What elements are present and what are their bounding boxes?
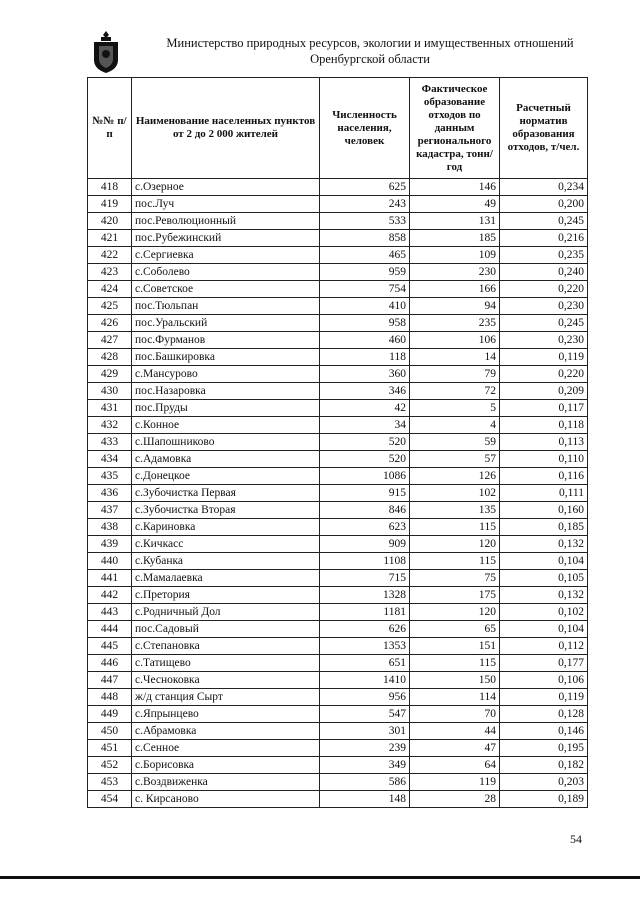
col-header-waste-norm: Расчетный норматив образования отходов, т/чел.: [500, 78, 588, 179]
row-number-cell: 426: [88, 315, 132, 332]
population-cell: 34: [320, 417, 410, 434]
settlement-name-cell: пос.Садовый: [132, 621, 320, 638]
table-row: [88, 196, 588, 213]
table-row: [88, 417, 588, 434]
row-number-cell: 430: [88, 383, 132, 400]
population-cell: 959: [320, 264, 410, 281]
population-cell: 1353: [320, 638, 410, 655]
row-number-cell: 419: [88, 196, 132, 213]
table-row: [88, 434, 588, 451]
table-body: [88, 179, 588, 808]
col-header-number: №№ п/п: [88, 78, 132, 179]
page-number: 54: [570, 832, 582, 846]
settlement-waste-table: [87, 77, 588, 808]
waste-norm-cell: 0,240: [500, 264, 588, 281]
waste-norm-cell: 0,111: [500, 485, 588, 502]
population-cell: 625: [320, 179, 410, 196]
waste-norm-cell: 0,230: [500, 332, 588, 349]
waste-norm-cell: 0,245: [500, 315, 588, 332]
actual-waste-cell: 94: [410, 298, 500, 315]
settlement-name-cell: пос.Пруды: [132, 400, 320, 417]
actual-waste-cell: 72: [410, 383, 500, 400]
table-row: [88, 230, 588, 247]
table-row: [88, 213, 588, 230]
actual-waste-cell: 115: [410, 519, 500, 536]
population-cell: 465: [320, 247, 410, 264]
population-cell: 520: [320, 451, 410, 468]
waste-norm-cell: 0,105: [500, 570, 588, 587]
settlement-name-cell: с.Шапошниково: [132, 434, 320, 451]
row-number-cell: 445: [88, 638, 132, 655]
table-row: [88, 553, 588, 570]
row-number-cell: 435: [88, 468, 132, 485]
actual-waste-cell: 114: [410, 689, 500, 706]
population-cell: 1108: [320, 553, 410, 570]
actual-waste-cell: 47: [410, 740, 500, 757]
waste-norm-cell: 0,185: [500, 519, 588, 536]
table-row: [88, 485, 588, 502]
settlement-name-cell: с.Зубочистка Вторая: [132, 502, 320, 519]
row-number-cell: 443: [88, 604, 132, 621]
row-number-cell: 444: [88, 621, 132, 638]
table-row: [88, 519, 588, 536]
waste-norm-cell: 0,189: [500, 791, 588, 808]
actual-waste-cell: 44: [410, 723, 500, 740]
table-row: [88, 332, 588, 349]
row-number-cell: 433: [88, 434, 132, 451]
waste-norm-cell: 0,220: [500, 281, 588, 298]
settlement-name-cell: с.Абрамовка: [132, 723, 320, 740]
actual-waste-cell: 14: [410, 349, 500, 366]
row-number-cell: 441: [88, 570, 132, 587]
settlement-name-cell: с.Татищево: [132, 655, 320, 672]
table-row: [88, 621, 588, 638]
actual-waste-cell: 131: [410, 213, 500, 230]
ministry-header-line2: Оренбургской области: [310, 52, 430, 66]
actual-waste-cell: 135: [410, 502, 500, 519]
waste-norm-cell: 0,112: [500, 638, 588, 655]
table-row: [88, 298, 588, 315]
settlement-name-cell: с.Сеннoe: [132, 740, 320, 757]
table-row: [88, 774, 588, 791]
table-row: [88, 570, 588, 587]
population-cell: 239: [320, 740, 410, 757]
actual-waste-cell: 235: [410, 315, 500, 332]
row-number-cell: 438: [88, 519, 132, 536]
actual-waste-cell: 70: [410, 706, 500, 723]
waste-norm-cell: 0,245: [500, 213, 588, 230]
waste-norm-cell: 0,177: [500, 655, 588, 672]
population-cell: 754: [320, 281, 410, 298]
row-number-cell: 427: [88, 332, 132, 349]
settlement-name-cell: с.Соболево: [132, 264, 320, 281]
table-row: [88, 247, 588, 264]
settlement-name-cell: с.Сергиевка: [132, 247, 320, 264]
population-cell: 915: [320, 485, 410, 502]
row-number-cell: 422: [88, 247, 132, 264]
table-row: [88, 587, 588, 604]
waste-norm-cell: 0,106: [500, 672, 588, 689]
settlement-name-cell: с.Воздвиженка: [132, 774, 320, 791]
actual-waste-cell: 64: [410, 757, 500, 774]
population-cell: 586: [320, 774, 410, 791]
bottom-rule: [0, 876, 640, 879]
ministry-header-line1: Министерство природных ресурсов, экологии и имущественных отношений: [166, 36, 574, 50]
table-row: [88, 451, 588, 468]
settlement-name-cell: пос.Революционный: [132, 213, 320, 230]
settlement-name-cell: пос.Рубежинский: [132, 230, 320, 247]
actual-waste-cell: 79: [410, 366, 500, 383]
table-header-row: [88, 78, 588, 179]
actual-waste-cell: 106: [410, 332, 500, 349]
actual-waste-cell: 57: [410, 451, 500, 468]
waste-norm-cell: 0,102: [500, 604, 588, 621]
settlement-name-cell: ж/д станция Сырт: [132, 689, 320, 706]
table-row: [88, 655, 588, 672]
table-row: [88, 740, 588, 757]
table-row: [88, 281, 588, 298]
actual-waste-cell: 120: [410, 536, 500, 553]
settlement-name-cell: с.Зубочистка Первая: [132, 485, 320, 502]
row-number-cell: 418: [88, 179, 132, 196]
waste-norm-cell: 0,209: [500, 383, 588, 400]
actual-waste-cell: 150: [410, 672, 500, 689]
population-cell: 410: [320, 298, 410, 315]
population-cell: 1181: [320, 604, 410, 621]
settlement-name-cell: с.Степановка: [132, 638, 320, 655]
population-cell: 846: [320, 502, 410, 519]
table-row: [88, 672, 588, 689]
waste-norm-cell: 0,119: [500, 349, 588, 366]
row-number-cell: 442: [88, 587, 132, 604]
waste-norm-cell: 0,182: [500, 757, 588, 774]
population-cell: 346: [320, 383, 410, 400]
actual-waste-cell: 115: [410, 655, 500, 672]
row-number-cell: 432: [88, 417, 132, 434]
population-cell: 148: [320, 791, 410, 808]
table-row: [88, 536, 588, 553]
population-cell: 1328: [320, 587, 410, 604]
population-cell: 243: [320, 196, 410, 213]
waste-norm-cell: 0,110: [500, 451, 588, 468]
table-row: [88, 791, 588, 808]
waste-norm-cell: 0,200: [500, 196, 588, 213]
settlement-name-cell: пос.Уральский: [132, 315, 320, 332]
table-row: [88, 723, 588, 740]
settlement-name-cell: с.Озерное: [132, 179, 320, 196]
row-number-cell: 452: [88, 757, 132, 774]
table-row: [88, 264, 588, 281]
row-number-cell: 447: [88, 672, 132, 689]
row-number-cell: 437: [88, 502, 132, 519]
waste-norm-cell: 0,118: [500, 417, 588, 434]
waste-norm-cell: 0,119: [500, 689, 588, 706]
actual-waste-cell: 109: [410, 247, 500, 264]
row-number-cell: 439: [88, 536, 132, 553]
actual-waste-cell: 151: [410, 638, 500, 655]
population-cell: 651: [320, 655, 410, 672]
actual-waste-cell: 185: [410, 230, 500, 247]
waste-norm-cell: 0,116: [500, 468, 588, 485]
col-header-population: Численность населения, человек: [320, 78, 410, 179]
col-header-actual-waste: Фактическое образование отходов по данным регионального кадастра, тонн/год: [410, 78, 500, 179]
actual-waste-cell: 59: [410, 434, 500, 451]
population-cell: 42: [320, 400, 410, 417]
waste-norm-cell: 0,132: [500, 587, 588, 604]
row-number-cell: 454: [88, 791, 132, 808]
waste-norm-cell: 0,230: [500, 298, 588, 315]
waste-norm-cell: 0,203: [500, 774, 588, 791]
row-number-cell: 434: [88, 451, 132, 468]
waste-norm-cell: 0,128: [500, 706, 588, 723]
table-row: [88, 638, 588, 655]
row-number-cell: 448: [88, 689, 132, 706]
waste-norm-cell: 0,220: [500, 366, 588, 383]
row-number-cell: 425: [88, 298, 132, 315]
row-number-cell: 453: [88, 774, 132, 791]
settlement-name-cell: пос.Назаровка: [132, 383, 320, 400]
settlement-name-cell: с.Адамовка: [132, 451, 320, 468]
waste-norm-cell: 0,195: [500, 740, 588, 757]
table-row: [88, 689, 588, 706]
waste-norm-cell: 0,234: [500, 179, 588, 196]
settlement-name-cell: с.Кубанка: [132, 553, 320, 570]
settlement-name-cell: с.Донецкое: [132, 468, 320, 485]
actual-waste-cell: 120: [410, 604, 500, 621]
row-number-cell: 420: [88, 213, 132, 230]
actual-waste-cell: 102: [410, 485, 500, 502]
row-number-cell: 421: [88, 230, 132, 247]
population-cell: 349: [320, 757, 410, 774]
waste-norm-cell: 0,146: [500, 723, 588, 740]
population-cell: 547: [320, 706, 410, 723]
actual-waste-cell: 65: [410, 621, 500, 638]
col-header-settlement-name: Наименование населенных пунктов от 2 до 2 000 жителей: [132, 78, 320, 179]
row-number-cell: 436: [88, 485, 132, 502]
population-cell: 956: [320, 689, 410, 706]
settlement-name-cell: с.Мансурово: [132, 366, 320, 383]
actual-waste-cell: 119: [410, 774, 500, 791]
row-number-cell: 431: [88, 400, 132, 417]
population-cell: 533: [320, 213, 410, 230]
table-row: [88, 468, 588, 485]
settlement-name-cell: с. Кирсаново: [132, 791, 320, 808]
actual-waste-cell: 28: [410, 791, 500, 808]
table-row: [88, 315, 588, 332]
waste-norm-cell: 0,113: [500, 434, 588, 451]
settlement-name-cell: с.Мамалаевка: [132, 570, 320, 587]
row-number-cell: 423: [88, 264, 132, 281]
waste-norm-cell: 0,216: [500, 230, 588, 247]
actual-waste-cell: 115: [410, 553, 500, 570]
waste-norm-cell: 0,117: [500, 400, 588, 417]
row-number-cell: 429: [88, 366, 132, 383]
actual-waste-cell: 126: [410, 468, 500, 485]
settlement-name-cell: с.Япрынцево: [132, 706, 320, 723]
settlement-name-cell: с.Претория: [132, 587, 320, 604]
settlement-name-cell: с.Советское: [132, 281, 320, 298]
actual-waste-cell: 5: [410, 400, 500, 417]
row-number-cell: 446: [88, 655, 132, 672]
actual-waste-cell: 146: [410, 179, 500, 196]
table-row: [88, 366, 588, 383]
table-row: [88, 400, 588, 417]
settlement-name-cell: с.Борисовка: [132, 757, 320, 774]
settlement-name-cell: пос.Башкировка: [132, 349, 320, 366]
table-row: [88, 179, 588, 196]
table-row: [88, 706, 588, 723]
waste-norm-cell: 0,235: [500, 247, 588, 264]
settlement-name-cell: с.Конное: [132, 417, 320, 434]
population-cell: 715: [320, 570, 410, 587]
actual-waste-cell: 175: [410, 587, 500, 604]
table-row: [88, 757, 588, 774]
row-number-cell: 450: [88, 723, 132, 740]
coat-of-arms-icon: [91, 30, 121, 74]
population-cell: 520: [320, 434, 410, 451]
population-cell: 623: [320, 519, 410, 536]
waste-norm-cell: 0,160: [500, 502, 588, 519]
population-cell: 909: [320, 536, 410, 553]
table-row: [88, 349, 588, 366]
population-cell: 1410: [320, 672, 410, 689]
row-number-cell: 424: [88, 281, 132, 298]
population-cell: 626: [320, 621, 410, 638]
population-cell: 460: [320, 332, 410, 349]
actual-waste-cell: 4: [410, 417, 500, 434]
actual-waste-cell: 230: [410, 264, 500, 281]
row-number-cell: 451: [88, 740, 132, 757]
population-cell: 1086: [320, 468, 410, 485]
row-number-cell: 440: [88, 553, 132, 570]
settlement-name-cell: с.Кариновка: [132, 519, 320, 536]
population-cell: 118: [320, 349, 410, 366]
actual-waste-cell: 75: [410, 570, 500, 587]
table-row: [88, 383, 588, 400]
settlement-name-cell: пос.Луч: [132, 196, 320, 213]
waste-norm-cell: 0,104: [500, 553, 588, 570]
actual-waste-cell: 166: [410, 281, 500, 298]
population-cell: 301: [320, 723, 410, 740]
table-row: [88, 604, 588, 621]
waste-norm-cell: 0,132: [500, 536, 588, 553]
row-number-cell: 449: [88, 706, 132, 723]
row-number-cell: 428: [88, 349, 132, 366]
settlement-name-cell: пос.Тюльпан: [132, 298, 320, 315]
population-cell: 858: [320, 230, 410, 247]
population-cell: 958: [320, 315, 410, 332]
settlement-name-cell: пос.Фурманов: [132, 332, 320, 349]
settlement-name-cell: с.Кичкасс: [132, 536, 320, 553]
waste-norm-cell: 0,104: [500, 621, 588, 638]
settlement-name-cell: с.Родничный Дол: [132, 604, 320, 621]
population-cell: 360: [320, 366, 410, 383]
settlement-name-cell: с.Чесноковка: [132, 672, 320, 689]
table-row: [88, 502, 588, 519]
actual-waste-cell: 49: [410, 196, 500, 213]
